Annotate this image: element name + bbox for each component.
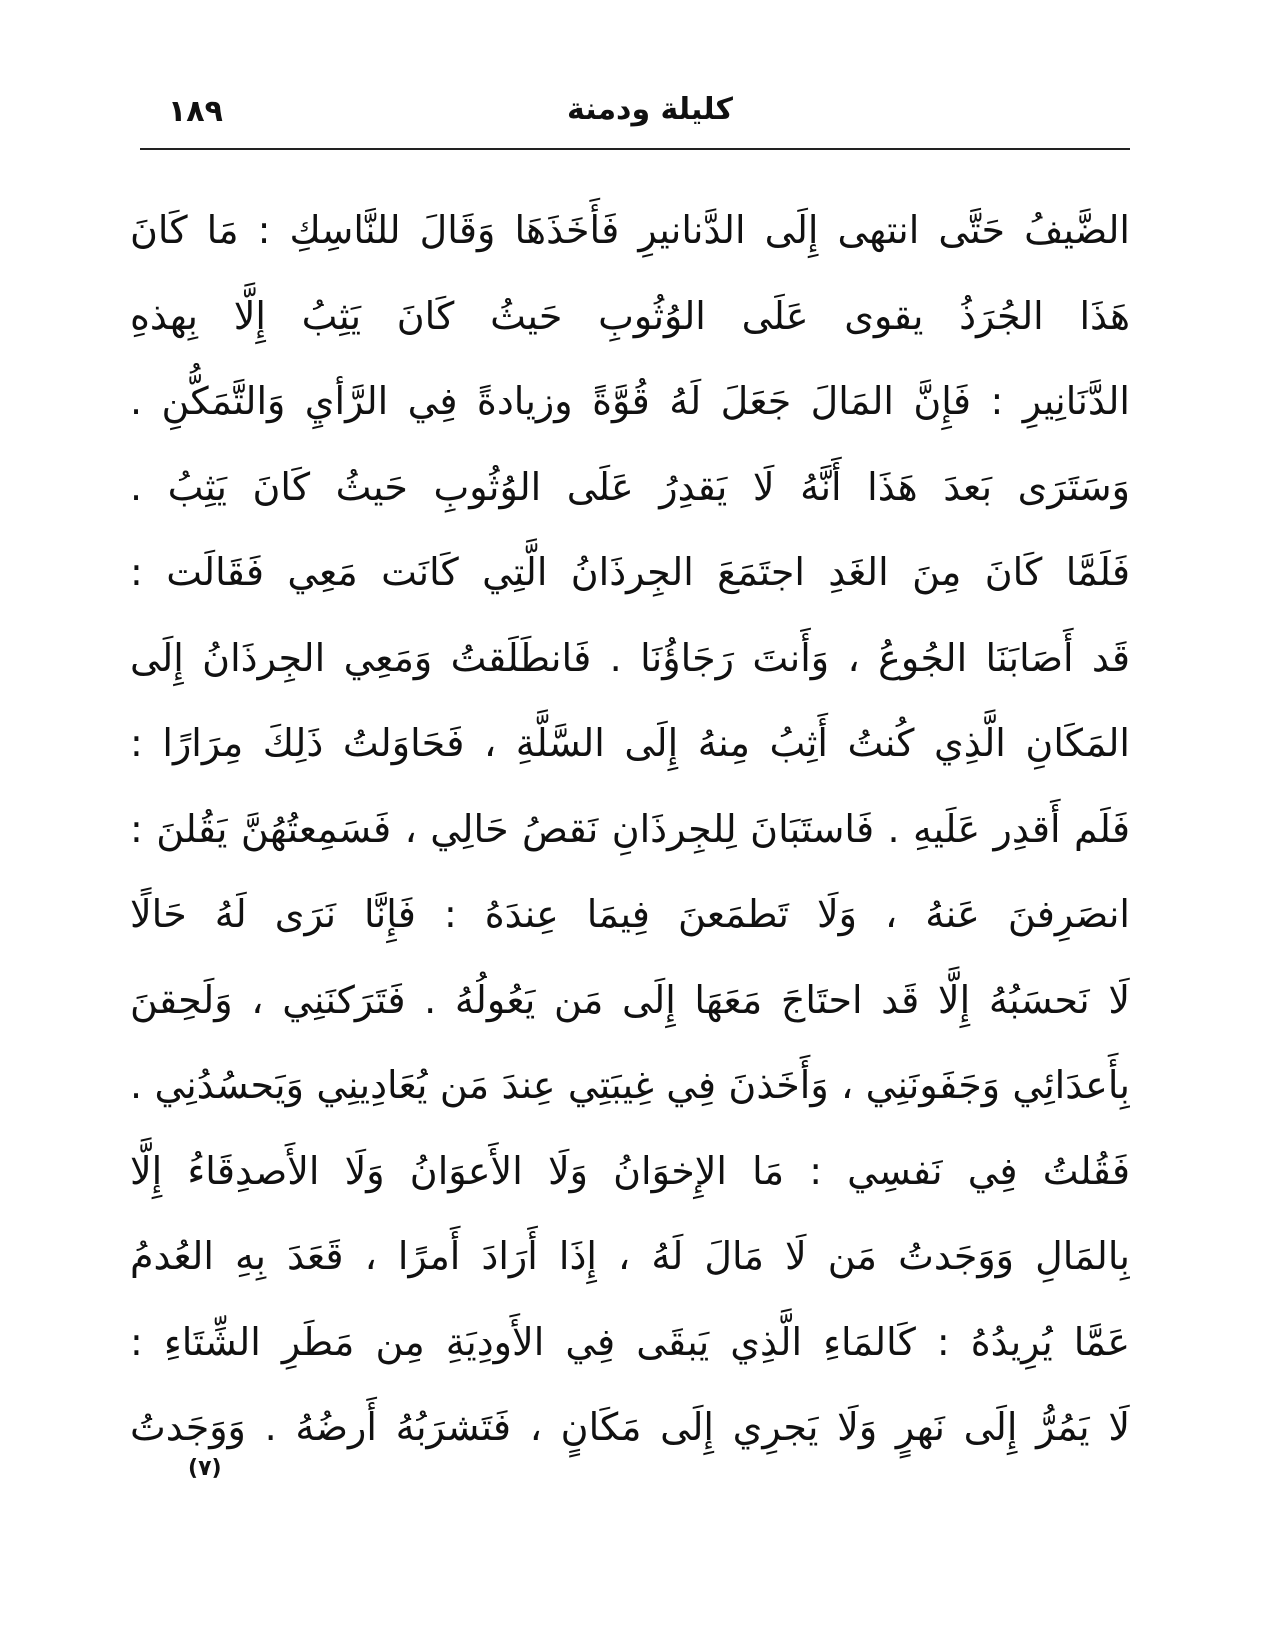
text-line: الضَّيفُ حَتَّى انتهى إِلَى الدَّنانيرِ فَأَخَذَهَا وَقَالَ للنَّاسِكِ : مَا كَانَ — [130, 208, 1130, 252]
text-line: بِالمَالِ وَوَجَدتُ مَن لَا مَالَ لَهُ ، إِذَا أَرَادَ أَمرًا ، قَعَدَ بِهِ العُدمُ — [130, 1234, 1130, 1278]
text-line: لَا يَمُرُّ إِلَى نَهرٍ وَلَا يَجرِي إِلَى مَكَانٍ ، فَتَشرَبُهُ أَرضُهُ . وَوَجَدتُ — [130, 1405, 1130, 1449]
text-line: بِأَعدَائِي وَجَفَونَنِي ، وَأَخَذنَ فِي غِيبَتِي عِندَ مَن يُعَادِينِي وَيَحسُدُنِي . — [130, 1063, 1130, 1107]
text-line: الدَّنَانِيرِ : فَإِنَّ المَالَ جَعَلَ لَهُ قُوَّةً وزيادةً فِي الرَّأيِ وَالتَّمَكُّنِ . — [130, 379, 1130, 423]
text-line: فَقُلتُ فِي نَفسِي : مَا الإِخوَانُ وَلَا الأَعوَانُ وَلَا الأَصدِقَاءُ إِلَّا — [130, 1148, 1130, 1193]
body-text — [130, 188, 1130, 1471]
text-line: عَمَّا يُرِيدُهُ : كَالمَاءِ الَّذِي يَبقَى فِي الأَودِيَةِ مِن مَطَرِ الشِّتَاءِ : — [130, 1319, 1130, 1364]
text-line: المَكَانِ الَّذِي كُنتُ أَثِبُ مِنهُ إِلَى السَّلَّةِ ، فَحَاوَلتُ ذَلِكَ مِرَارًا : — [130, 721, 1130, 765]
text-line: فَلَم أَقدِر عَلَيهِ . فَاستَبَانَ لِلجِرذَانِ نَقصُ حَالِي ، فَسَمِعتُهُنَّ يَقُلنَ : — [130, 806, 1130, 851]
running-head — [140, 88, 1130, 138]
header-rule — [140, 148, 1130, 150]
text-line: لَا نَحسَبُهُ إِلَّا قَد احتَاجَ مَعَهَا إِلَى مَن يَعُولُهُ . فَتَرَكنَنِي ، وَلَحِقنَ — [130, 977, 1130, 1022]
text-line: وَسَتَرَى بَعدَ هَذَا أَنَّهُ لَا يَقدِرُ عَلَى الوُثُوبِ حَيثُ كَانَ يَثِبُ . — [130, 464, 1130, 509]
text-line: فَلَمَّا كَانَ مِنَ الغَدِ اجتَمَعَ الجِرذَانُ الَّتِي كَانَت مَعِي فَقَالَت : — [130, 550, 1130, 594]
text-line: قَد أَصَابَنَا الجُوعُ ، وَأَنتَ رَجَاؤُنَا . فَانطَلَقتُ وَمَعِي الجِرذَانُ إِلَى — [130, 635, 1130, 680]
book-title: كليلة ودمنة — [567, 92, 733, 127]
signature-mark: (٧) — [188, 1456, 222, 1481]
page-number: ١٨٩ — [168, 94, 223, 129]
text-line: انصَرِفنَ عَنهُ ، وَلَا تَطمَعنَ فِيمَا عِندَهُ : فَإِنَّا نَرَى لَهُ حَالًا — [130, 892, 1130, 936]
text-line: هَذَا الجُرَذُ يقوى عَلَى الوُثُوبِ حَيثُ كَانَ يَثِبُ إِلَّا بِهذهِ — [130, 293, 1130, 338]
